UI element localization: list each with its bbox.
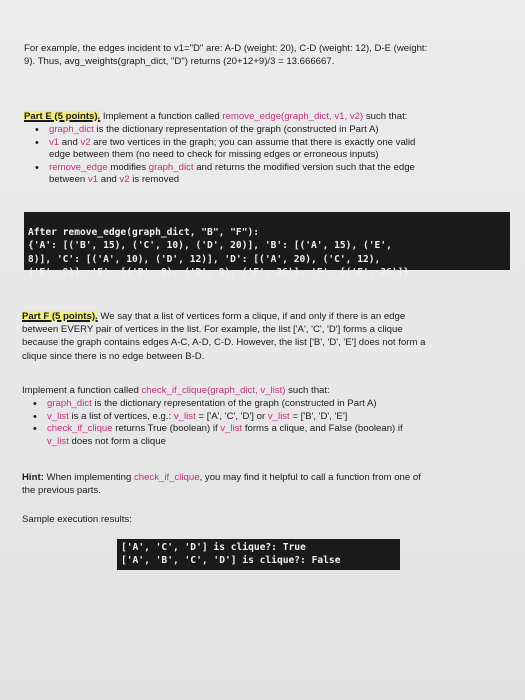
term-v-list: v_list [220,423,243,435]
bullet-text: modifies [107,161,149,173]
part-f-line: between EVERY pair of vertices in the list. For example, the list ['A', 'C', 'D'] forms a clique [22,324,403,336]
bullet-icon: • [35,124,39,136]
hint-paragraph [22,471,517,497]
hint-label: Hint: [22,472,44,483]
intro-paragraph [24,42,514,68]
part-e-text: Implement a function called [100,111,223,122]
remove-edge-signature: remove_edge(graph_dict, v1, v2) [222,111,364,122]
part-f-line: because the graph contains edges A-C, A-D, C-D. However, the list ['B', 'D', 'E'] does not form a [22,337,426,349]
term-v1: v1 [87,174,99,186]
term-graph-dict: graph_dict [47,398,92,409]
part-f-implement [22,384,517,397]
sample-label: Sample execution results: [22,514,132,525]
code-line: ['A', 'C', 'D'] is clique?: True [121,542,306,553]
code-line: ['A', 'B', 'C', 'D'] is clique?: False [121,555,341,567]
part-f-bullets [26,398,521,448]
term-v1: v1 [49,136,60,148]
bullet-icon: • [33,398,37,410]
list-item [28,124,518,137]
bullet-text-continued: and [98,174,120,186]
bullet-text: are two vertices in the graph; you can assume that there is exactly one valid [90,136,416,148]
intro-line-2: 9). Thus, avg_weights(graph_dict, "D") returns (20+12+9)/3 = 13.666667. [24,56,335,68]
implement-tail: such that: [285,385,330,396]
hint-text: When implementing [43,472,134,483]
code-line: {'A': [('B', 15), ('C', 10), ('D', 20)], 'B': [('A', 15), ('E', [28,240,392,252]
bullet-text: is the dictionary representation of the graph (constructed in Part A) [91,398,377,409]
part-e-heading: Part E (5 points). [24,111,101,122]
bullet-icon: • [33,410,37,423]
bullet-text: and returns the modified version such that the edge [193,161,415,173]
bullet-text: is a list of vertices, e.g.: [68,410,174,422]
list-item [26,423,521,448]
implement-text: Implement a function called [22,385,142,396]
bullet-text-continued: does not form a clique [68,435,166,447]
bullet-icon: • [35,136,39,149]
term-v-list: v_list [173,410,196,422]
remove-edge-output-code [24,212,510,278]
list-item [26,398,521,411]
check-if-clique-signature: check_if_clique(graph_dict, v_list) [141,385,286,396]
term-v-list: v_list [47,410,69,422]
bullet-text: = ['B', 'D', 'E'] [289,410,348,422]
bullet-text: and [59,136,81,148]
bullet-text: is the dictionary representation of the graph (constructed in Part A) [93,124,379,135]
term-check-if-clique: check_if_clique [133,472,200,483]
part-f-heading: Part F (5 points). [22,311,98,322]
bullet-text-continued: edge between them (no need to check for missing edges or erroneous inputs) [49,149,379,161]
bullet-text-continued: between [49,174,88,186]
bullet-text: forms a clique, and False (boolean) if [242,423,403,435]
code-line: 8)], 'C': [('A', 10), ('D', 12)], 'D': [('A', 20), ('C', 12), [28,253,381,265]
part-e-bullets [28,124,518,187]
part-e-intro [24,110,514,123]
term-graph-dict: graph_dict [148,161,194,173]
bullet-text-continued: is removed [129,174,180,186]
term-remove-edge: remove_edge [49,161,108,173]
code-line: After remove_edge(graph_dict, "B", "F"): [28,227,260,239]
sample-execution-code [117,539,400,570]
term-v-list: v_list [267,410,290,422]
term-v2: v2 [119,174,130,186]
term-v2: v2 [80,136,91,148]
code-line: ('E', 9)], 'E': [('B', 8), ('D', 9), ('F', 26)], 'F': [('E', 26)]} [28,266,410,278]
bullet-icon: • [33,423,37,436]
bullet-text: returns True (boolean) if [112,423,221,435]
list-item [26,411,521,424]
bullet-text: = ['A', 'C', 'D'] or [195,410,268,422]
part-f-paragraph [22,310,517,363]
part-e-tail: such that: [363,111,408,122]
hint-text: , you may find it helpful to call a function from one of [199,472,421,483]
term-v-list: v_list [47,435,69,447]
list-item [28,137,518,162]
list-item [28,162,518,187]
hint-text-continued: the previous parts. [22,485,101,497]
bullet-icon: • [35,161,39,174]
intro-line-1: For example, the edges incident to v1="D" are: A-D (weight: 20), C-D (weight: 12), D-E (weight: [24,43,428,54]
term-check-if-clique: check_if_clique [47,423,113,435]
term-graph-dict: graph_dict [49,124,94,135]
part-f-line: clique since there is no edge between B-D. [22,350,205,362]
part-f-line: We say that a list of vertices form a clique, if and only if there is an edge [97,311,406,322]
